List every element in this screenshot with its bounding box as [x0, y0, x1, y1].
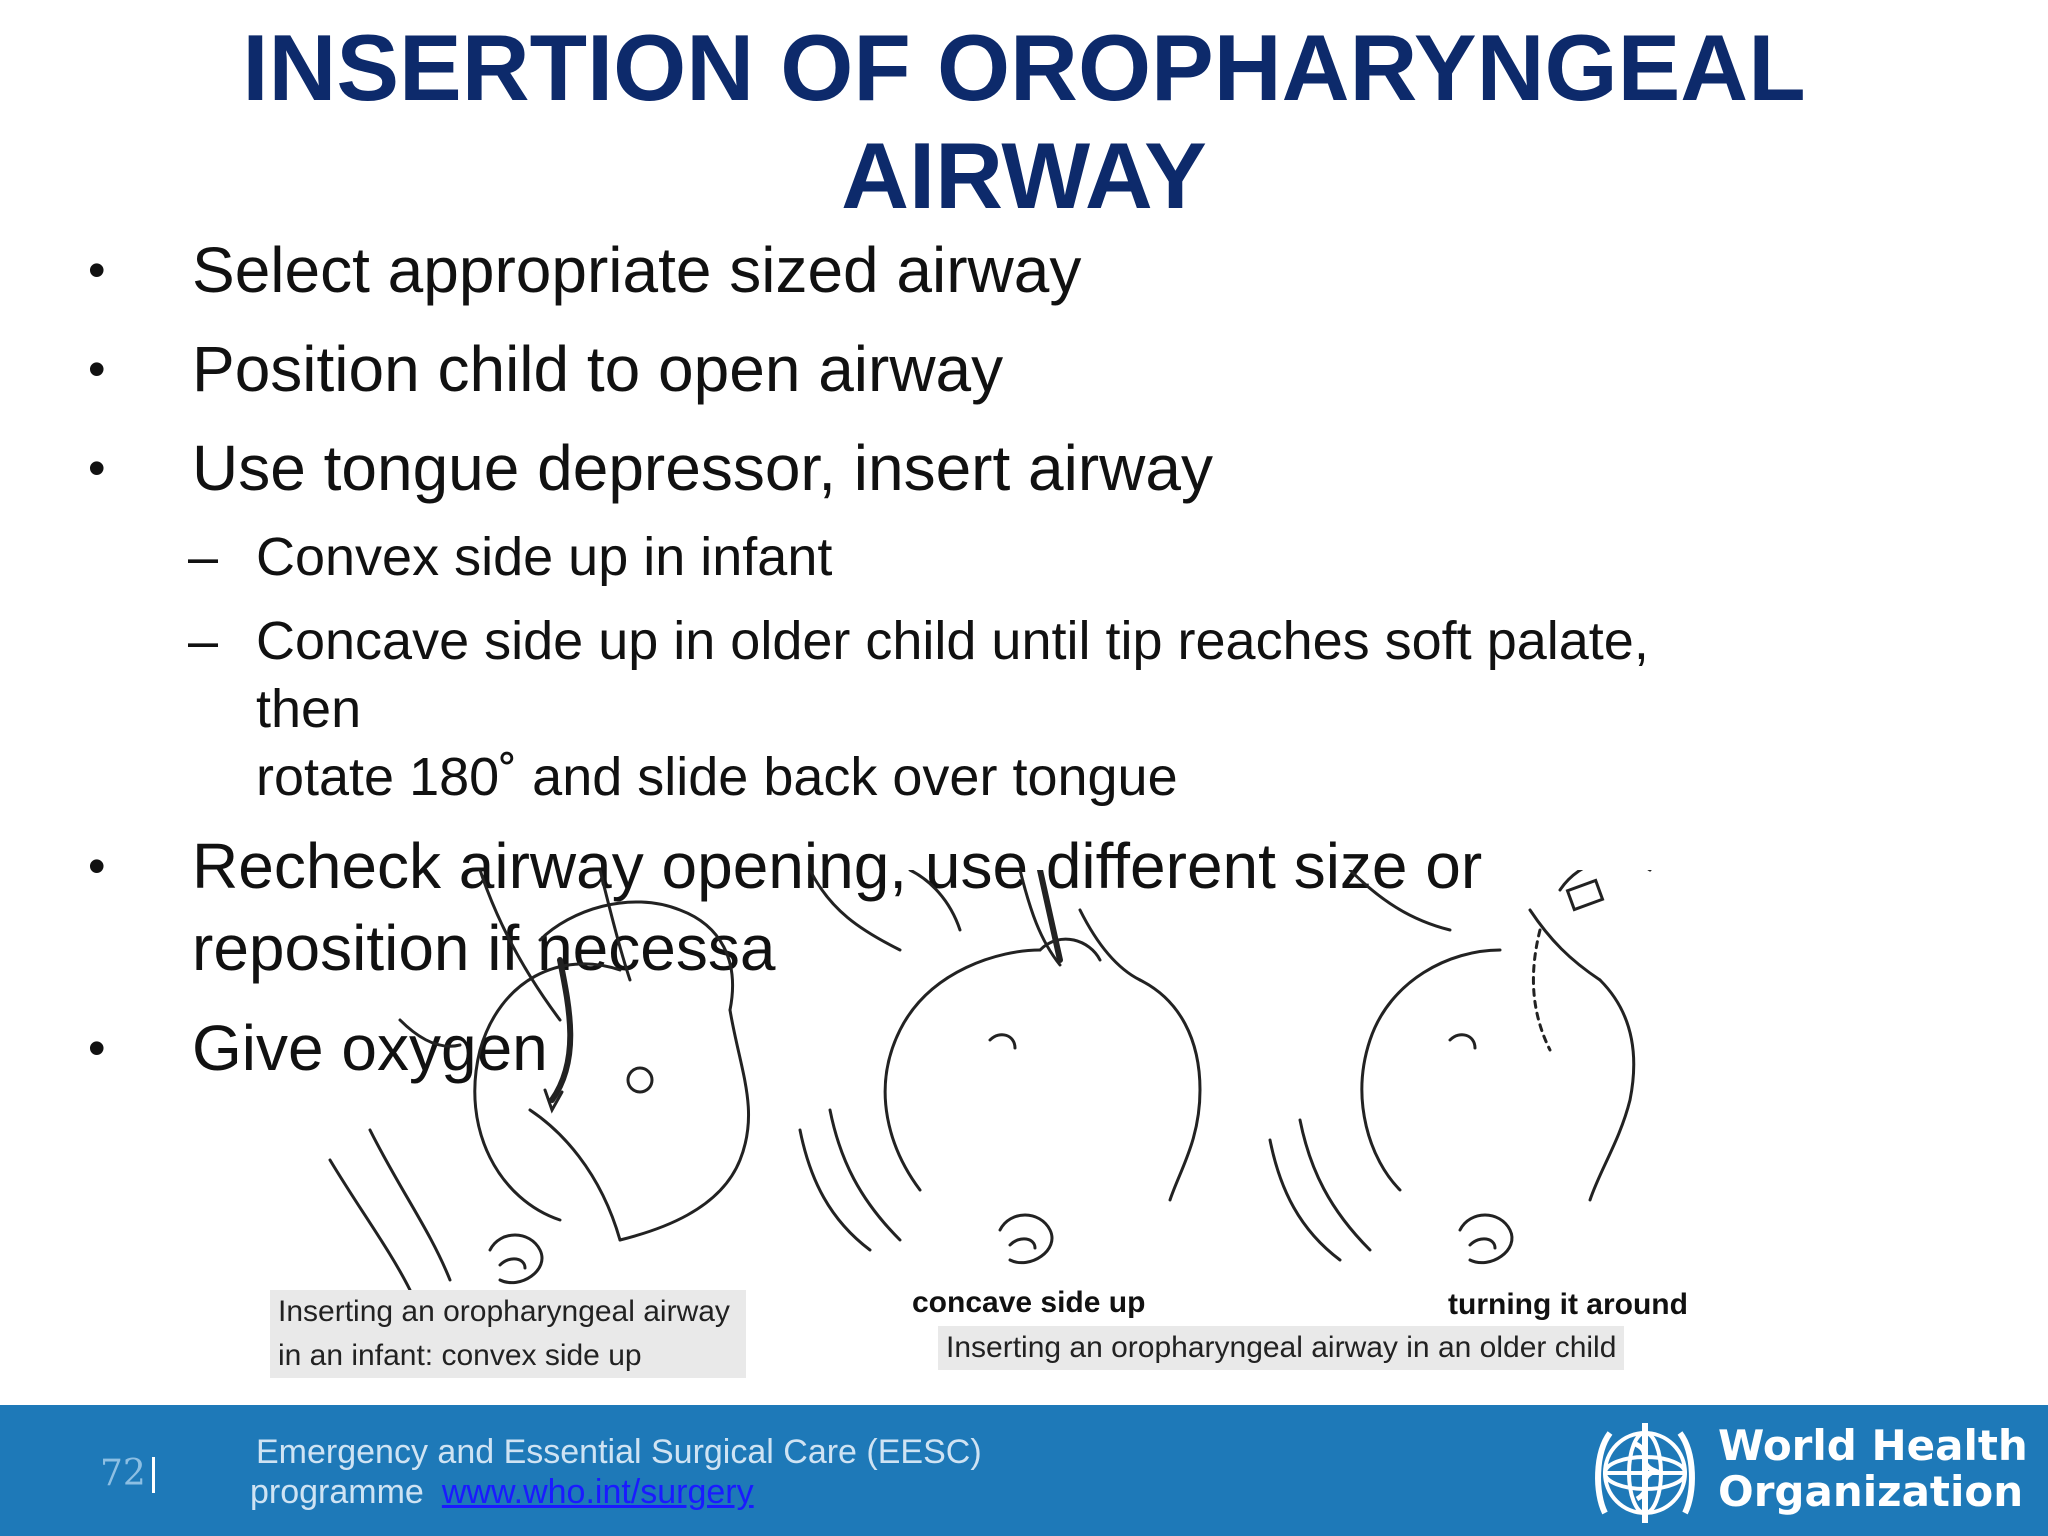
bullet-text-line-1: Recheck airway opening, use different size or [192, 830, 1483, 902]
airway-illustration [278, 870, 1830, 1390]
infant-drawing [330, 870, 749, 1290]
footer-bar [0, 1405, 2048, 1536]
program-word: programme [250, 1473, 424, 1511]
caption-infant [270, 1290, 746, 1378]
who-emblem-icon [1585, 1413, 1705, 1533]
label-concave-side-up: concave side up [912, 1286, 1146, 1319]
sub-bullet-text: Convex side up in infant [256, 527, 833, 587]
who-wordmark-line-1: World Health [1718, 1421, 2028, 1470]
who-wordmark [1718, 1423, 2028, 1515]
bullet-glyph: • [88, 1020, 106, 1076]
bullet-glyph: • [88, 341, 106, 397]
bullet-text: Give oxygen [192, 1012, 548, 1084]
sub-bullet-text-line-3: rotate 180˚ and slide back over tongue [256, 747, 1178, 807]
bullet-text: Position child to open airway [192, 333, 1004, 405]
title-line-1: INSERTION OF OROPHARYNGEAL [242, 15, 1806, 120]
page-number-divider [152, 1457, 155, 1493]
bullet-glyph: • [88, 440, 106, 496]
title-line-2: AIRWAY [841, 123, 1207, 228]
concave-up-drawing [800, 870, 1200, 1263]
who-wordmark-line-2: Organization [1718, 1467, 2024, 1516]
caption-infant-line-1: Inserting an oropharyngeal airway [278, 1295, 730, 1328]
dash-glyph: – [188, 611, 219, 671]
program-name: Emergency and Essential Surgical Care (EESC) [256, 1433, 982, 1471]
bullet-glyph: • [88, 242, 106, 298]
label-turning-it-around: turning it around [1448, 1288, 1688, 1321]
bullet-text: Use tongue depressor, insert airway [192, 432, 1213, 504]
bullet-text: Select appropriate sized airway [192, 234, 1082, 306]
bullet-glyph: • [88, 838, 106, 894]
dash-glyph: – [188, 527, 219, 587]
who-surgery-link[interactable]: www.who.int/surgery [441, 1473, 754, 1511]
caption-infant-line-2: in an infant: convex side up [278, 1339, 642, 1372]
sub-bullet-text-line-1: Concave side up in older child until tip reaches soft palate, [256, 611, 1649, 671]
caption-older-child: Inserting an oropharyngeal airway in an older child [938, 1326, 1624, 1370]
sub-bullet-text-line-2: then [256, 679, 362, 739]
page-number: 72 [100, 1453, 146, 1494]
bullet-text-line-2: reposition if necessa [192, 912, 776, 984]
turning-around-drawing [1270, 870, 1650, 1263]
program-line-2 [250, 1473, 754, 1512]
